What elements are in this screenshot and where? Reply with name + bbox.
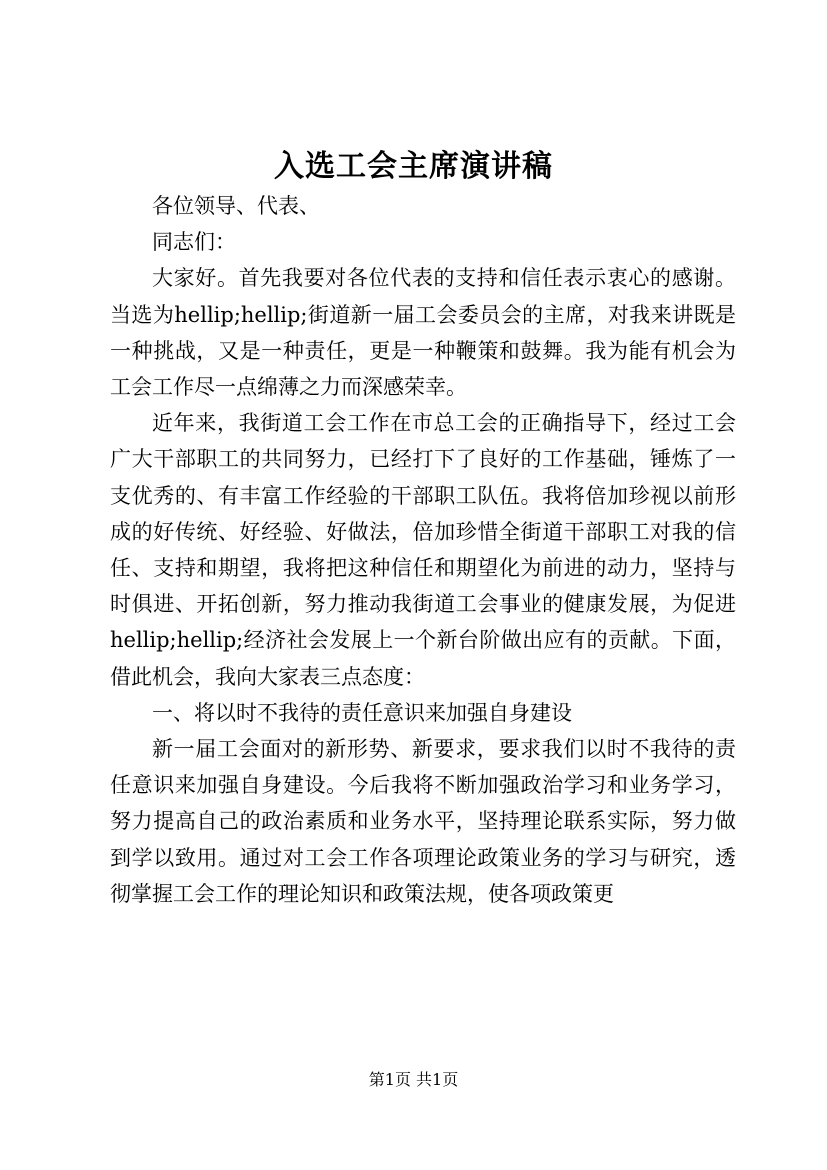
body-paragraph: 大家好。首先我要对各位代表的支持和信任表示衷心的感谢。当选为hellip;hellip;街道新一届工会委员会的主席，对我来讲既是一种挑战，又是一种责任，更是一种鞭策和鼓舞。我为能有机会为工会工作尽一点绵薄之力而深感荣幸。 — [110, 266, 736, 400]
salutation-line-2: 同志们： — [152, 230, 236, 255]
body-paragraph: 近年来，我街道工会工作在市总工会的正确指导下，经过工会广大干部职工的共同努力，已经打下了良好的工作基础，锤炼了一支优秀的、有丰富工作经验的干部职工队伍。我将倍加珍视以前形成的好传统、好经验、好做法，倍加珍惜全街道干部职工对我的信任、支持和期望，我将把这种信任和期望化为前进的动力，坚持与时俱进、开拓创新，努力推动我街道工会事业的健康发展，为促进hellip;hellip;经济社会发展上一个新台阶做出应有的贡献。下面，借此机会，我向大家表三点态度： — [110, 411, 736, 689]
body-paragraph: 新一届工会面对的新形势、新要求，要求我们以时不我待的责任意识来加强自身建设。今后我将不断加强政治学习和业务学习，努力提高自己的政治素质和业务水平，坚持理论联系实际，努力做到学以致用。通过对工会工作各项理论政策业务的学习与研究，透彻掌握工会工作的理论知识和政策法规，使各项政策更 — [110, 737, 736, 906]
section-heading: 一、将以时不我待的责任意识来加强自身建设 — [152, 700, 572, 725]
document-title: 入选工会主席演讲稿 — [274, 149, 553, 184]
page-footer: 第1页 共1页 — [368, 1070, 459, 1089]
salutation-line-1: 各位领导、代表、 — [152, 194, 320, 218]
document-body — [110, 188, 736, 912]
